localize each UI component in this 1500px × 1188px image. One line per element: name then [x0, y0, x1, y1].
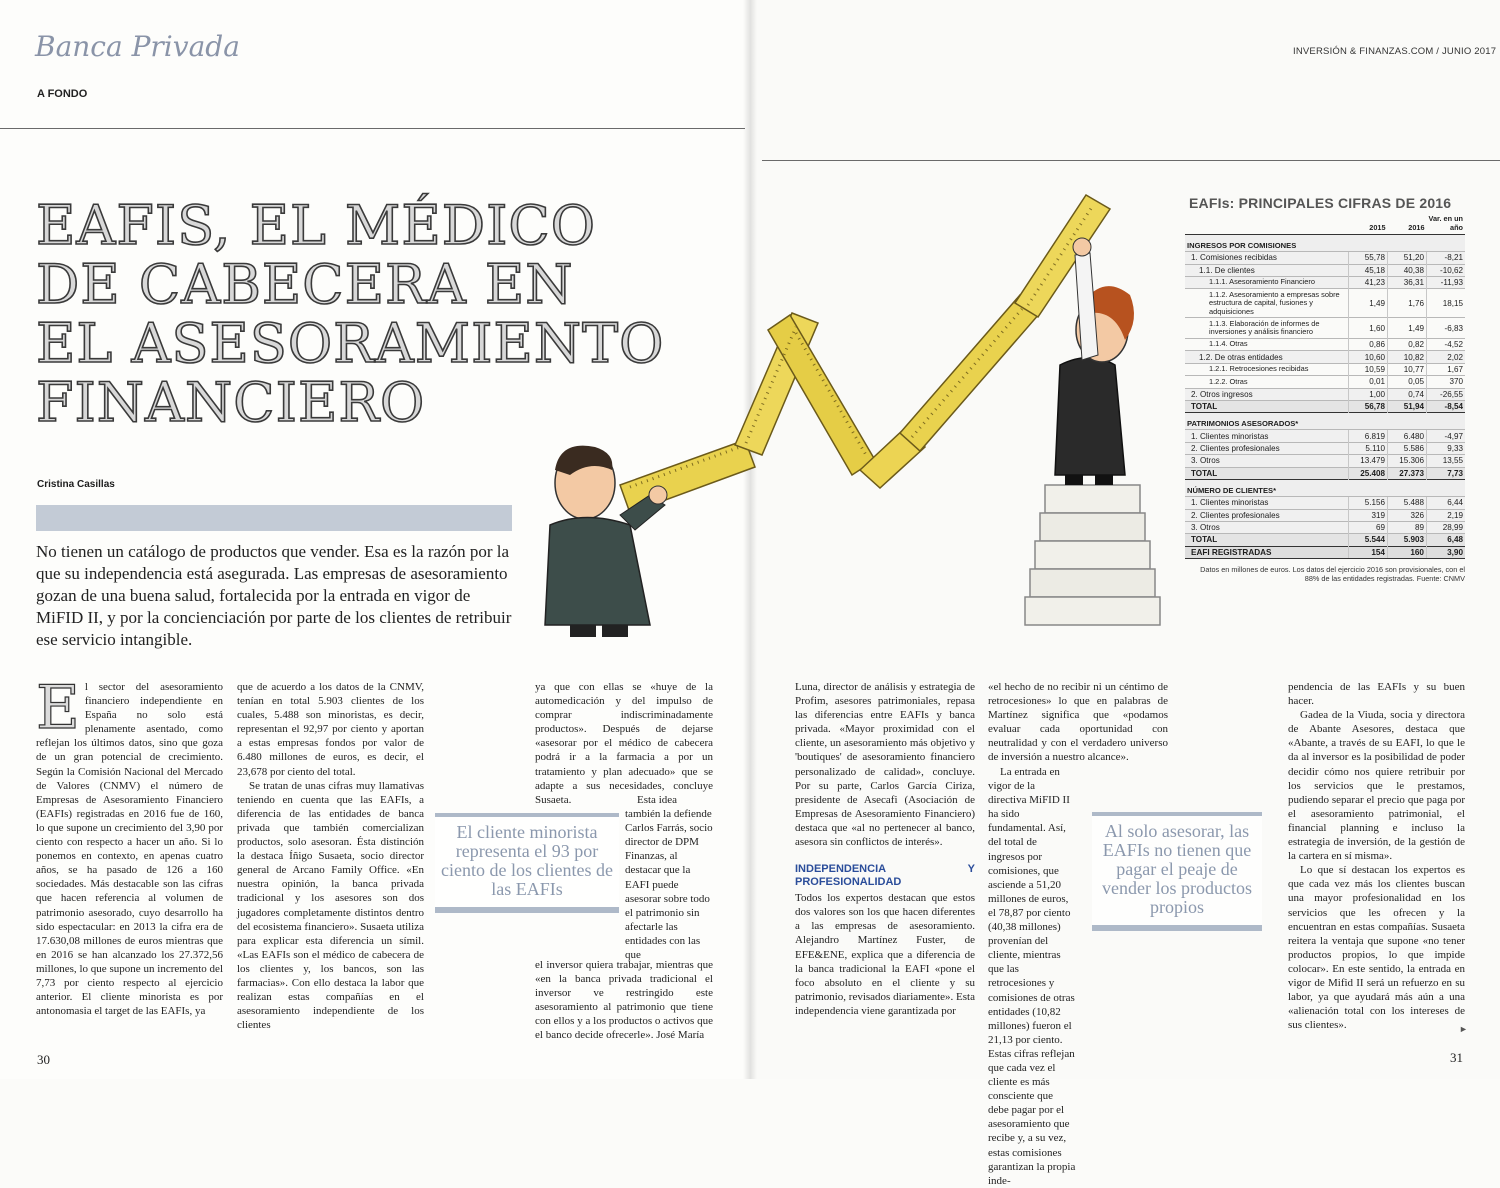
section-title: Banca Privada [35, 30, 240, 63]
article-column-5 [988, 765, 1076, 1188]
table-row: 2. Otros ingresos 1,00 0,74 -26,55 [1185, 388, 1465, 400]
column-header: 2016 [1408, 223, 1425, 232]
table-row: 1.2. De otras entidades 10,60 10,82 2,02 [1185, 351, 1465, 363]
table-row: 1.2.2. Otras 0,01 0,05 370 [1185, 376, 1465, 388]
table-row: 1.2.1. Retrocesiones recibidas 10,59 10,77 1,67 [1185, 363, 1465, 375]
stats-table-box [1185, 195, 1465, 583]
author-byline: Cristina Casillas [37, 479, 115, 490]
article-column-4 [795, 680, 975, 1018]
category-label: A FONDO [37, 88, 88, 100]
table-title: EAFIs: PRINCIPALES CIFRAS DE 2016 [1189, 195, 1452, 211]
body-paragraph: que de acuerdo a los datos de la CNMV, tenían en total 5.903 clientes de los cuales, 5.488 son minoristas, es decir, representan el 92,97 por ciento y aportan a estas empresas fondos por valor de 6.480 millones de euros, es decir, el 23,678 por ciento del total. [237, 681, 424, 778]
table-row: 1.1. De clientes 45,18 40,38 -10,62 [1185, 264, 1465, 276]
header-rule-right [762, 160, 1500, 161]
table-row: 1. Clientes minoristas 6.819 6.480 -4,97 [1185, 430, 1465, 442]
body-paragraph: Todos los expertos destacan que estos dos valores son los que hacen diferentes a las empresas de asesoramiento. Alejandro Martínez Fuster, de EFE&ENE, explica que a diferencia de la banca tradicional la EAFI «pone el foco absoluto en el cliente y su patrimonio, revisados diariamente». Esta independencia viene garantizada por [795, 892, 975, 1017]
body-paragraph: La entrada en vigor de la directiva MiFID II ha sido fundamental. Así, del total de ingresos por comisiones, que asciende a 51,20 millones de euros, el 78,87 por ciento (40,38 millones) provenían del cliente, mientras que las retrocesiones y comisiones de otras entidades (10,82 millones) fueron el 21,13 por ciento. Estas cifras reflejan que cada vez el cliente es más consciente que debe pagar por el asesoramiento que recibe y, a su vez, estas comisiones garantizan la propia inde- [988, 766, 1076, 1187]
title-line: EAFIS, EL MÉDICO [36, 194, 596, 257]
article-column-5-top [988, 680, 1168, 765]
table-row: 2. Clientes profesionales 5.110 5.586 9,33 [1185, 442, 1465, 454]
table-final-row: EAFI REGISTRADAS 154 160 3,90 [1185, 546, 1465, 558]
table-section-header: NÚMERO DE CLIENTES* [1185, 479, 1465, 496]
page-number-left: 30 [37, 1052, 50, 1067]
body-paragraph: Se tratan de unas cifras muy llamativas teniendo en cuenta que las EAFIs, a diferencia de las entidades de banca privada que también comercializan productos, solo asesoran. Ésta distinción la destaca Íñigo Susaeta, socio director general de Arcano Family Office. «En nuestra opinión, la banca privada tradicional y los asesores son dos jugadores completamente distintos dentro del ecosistema financiero». Susaeta utiliza para explicar esta diferencia un símil. «Las EAFIs son el médico de cabecera de los clientes y, los bancos, son las farmacias». Con ello destaca la labor que realizan estas compañías en el asesoramiento independiente de los clientes [237, 779, 424, 1032]
body-paragraph: Gadea de la Viuda, socia y directora de Abante Asesores, destaca que «Abante, a través de su EAFI, lo que le da al inversor es la posibilidad de poder decidir cómo nos quiere retribuir por los servicios que le prestamos, pudiendo separar el precio que paga por el asesoramiento patrimonial, el financial planning e incluso la estrategia de inversión, de la gestión de la cartera en sí misma». [1288, 709, 1465, 863]
table-row: 3. Otros 69 89 28,99 [1185, 521, 1465, 533]
article-column-6 [1288, 680, 1465, 1032]
continue-arrow-icon: ► [1459, 1024, 1468, 1034]
table-section-header: PATRIMONIOS ASESORADOS* [1185, 413, 1465, 430]
ruler-illustration [500, 185, 1180, 645]
body-paragraph: pendencia de las EAFIs y su buen hacer. [1288, 681, 1465, 708]
body-paragraph: Luna, director de análisis y estrategia de Profim, asesores patrimoniales, repasa las diferencias entre EAFIs y banca privada. «Mayor proximidad con el cliente, un asesoramiento más objetivo y 'boutiques' de asesoramiento financiero personalizado de calidad», concluye. Por su parte, Carlos García Ciriza, presidente de Asecafi (Asociación de Empresas de Asesoramiento Financiero) destaca que «al no pertenecer al banco, asesora sin conflictos de interés». [795, 681, 975, 849]
table-row: 3. Otros 13.479 15.306 13,55 [1185, 455, 1465, 467]
article-column-3-top [535, 680, 713, 807]
drop-cap: E [36, 673, 80, 743]
article-column-1 [36, 673, 223, 1018]
section-subhead: INDEPENDENCIA Y PROFESIONALIDAD [795, 863, 975, 889]
body-paragraph: l sector del asesoramiento financiero independiente en España no solo está plenamente asentado, como reflejan los últimos datos, sino que goza de un gran potencial de crecimiento. Según la Comisión Nacional del Mercado de Valores (CNMV) el número de Empresas de Asesoramiento Financiero (EAFIs) registradas en 2016 fue de 160, lo que supone un crecimiento del 3,90 por ciento con respecto a hacer un año. Si lo ponemos en contexto, en apenas cuatro años, se ha pasado de 126 a 160 sociedades. Más destacable son las cifras que hacen referencia al volumen de patrimonio asesorado, cuyo desarrollo ha sido espectacular: en 2013 la cifra era de 17.630,08 millones de euros mientras que en 2016 se han alcanzado los 27.372,56 millones, lo que supone un incremento del 7,73 por ciento respecto al ejercicio anterior. El cliente minorista es por antonomasia el target de las EAFIs, ya [36, 681, 223, 1018]
body-paragraph: ya que con ellas se «huye de la automedicación y del impulso de comprar indiscriminadamente productos». Después de dejarse «asesorar por el médico de cabecera podrá ir a la farmacia a por un tratamiento y plan adecuado» que se adapte a sus necesidades, concluye Susaeta. [535, 681, 713, 806]
page-number-right: 31 [1450, 1050, 1463, 1065]
table-row: 2. Clientes profesionales 319 326 2,19 [1185, 509, 1465, 521]
article-column-3-bottom [535, 958, 713, 1043]
title-line: EL ASESORAMIENTO [36, 312, 665, 375]
header-rule-left [0, 128, 745, 129]
pull-quote-2: Al solo asesorar, las EAFIs no tienen que pagar el peaje de vender los productos propios [1092, 812, 1262, 931]
table-section-header: INGRESOS POR COMISIONES [1185, 235, 1465, 252]
body-paragraph: «el hecho de no recibir ni un céntimo de retrocesiones» lo que en palabras de Martínez significa que «podamos evaluar cada oportunidad con neutralidad y con el verdadero universo de inversión a nuestro alcance». [988, 681, 1168, 764]
article-intro: No tienen un catálogo de productos que vender. Esa es la razón por la que su independencia está asegurada. Las empresas de asesoramiento gozan de una buena salud, fortalecida por la entrada en vigor de MiFID II, y por la concienciación por parte de los clientes de retribuir ese servicio intangible. [36, 542, 512, 649]
table-row: 1.1.1. Asesoramiento Financiero 41,23 36,31 -11,93 [1185, 276, 1465, 288]
table-row: 1.1.3. Elaboración de informes de inversiones y análisis financiero 1,60 1,49 -6,83 [1185, 318, 1465, 339]
body-paragraph: Lo que sí destacan los expertos es que cada vez más los clientes buscan una mayor profesionalidad en los servicios que les ofrecen y la encuentran en estas compañías. Susaeta reitera la ventaja que supone «no tener productos propios, lo que impide colocar». En este sentido, la entrada en vigor de Mifid II será un refuerzo en su labor, ya que ayudará más aún a una «alienación total con los intereses de sus clientes». [1288, 864, 1465, 1032]
pull-quote-1: El cliente minorista representa el 93 por ciento de los clientes de las EAFIs [435, 813, 619, 913]
table-row: 1.1.2. Asesoramiento a empresas sobre estructura de capital, fusiones y adquisiciones 1,49 1,76 18,15 [1185, 289, 1465, 318]
article-column-3-narrow [625, 793, 713, 962]
table-total-row: TOTAL 25.408 27.373 7,73 [1185, 467, 1465, 479]
column-header: 2015 [1369, 223, 1386, 232]
table-row: 1. Clientes minoristas 5.156 5.488 6,44 [1185, 497, 1465, 509]
table-row: 1.1.4. Otras 0,86 0,82 -4,52 [1185, 339, 1465, 351]
article-column-2 [237, 680, 424, 1032]
publication-header: INVERSIÓN & FINANZAS.COM / JUNIO 2017 [1293, 46, 1497, 57]
table-footnote: Datos en millones de euros. Los datos del ejercicio 2016 son provisionales, con el 88% de las entidades registradas. Fuente: CNMV [1200, 565, 1465, 584]
body-paragraph: Esta idea también la defiende Carlos Farrás, socio director de DPM Finanzas, al destacar que la EAFI puede asesorar sobre todo el patrimonio sin afectarle las entidades con las que [625, 794, 713, 962]
title-line: FINANCIERO [36, 371, 426, 434]
body-paragraph: el inversor quiera trabajar, mientras que «en la banca privada tradicional el inversor ve restringido este asesoramiento al patrimonio que tiene con ellos y a los productos o activos que el banco decide ofrecerle». José María [535, 959, 713, 1042]
table-total-row: TOTAL 5.544 5.903 6,48 [1185, 534, 1465, 546]
stacked-steps [1025, 485, 1160, 625]
table-row: 1. Comisiones recibidas 55,78 51,20 -8,21 [1185, 252, 1465, 264]
decorative-bar [36, 505, 512, 531]
stats-table [1185, 214, 1465, 559]
column-header: Var. en un año [1428, 214, 1463, 232]
table-total-row: TOTAL 56,78 51,94 -8,54 [1185, 400, 1465, 412]
title-line: DE CABECERA EN [36, 253, 574, 316]
